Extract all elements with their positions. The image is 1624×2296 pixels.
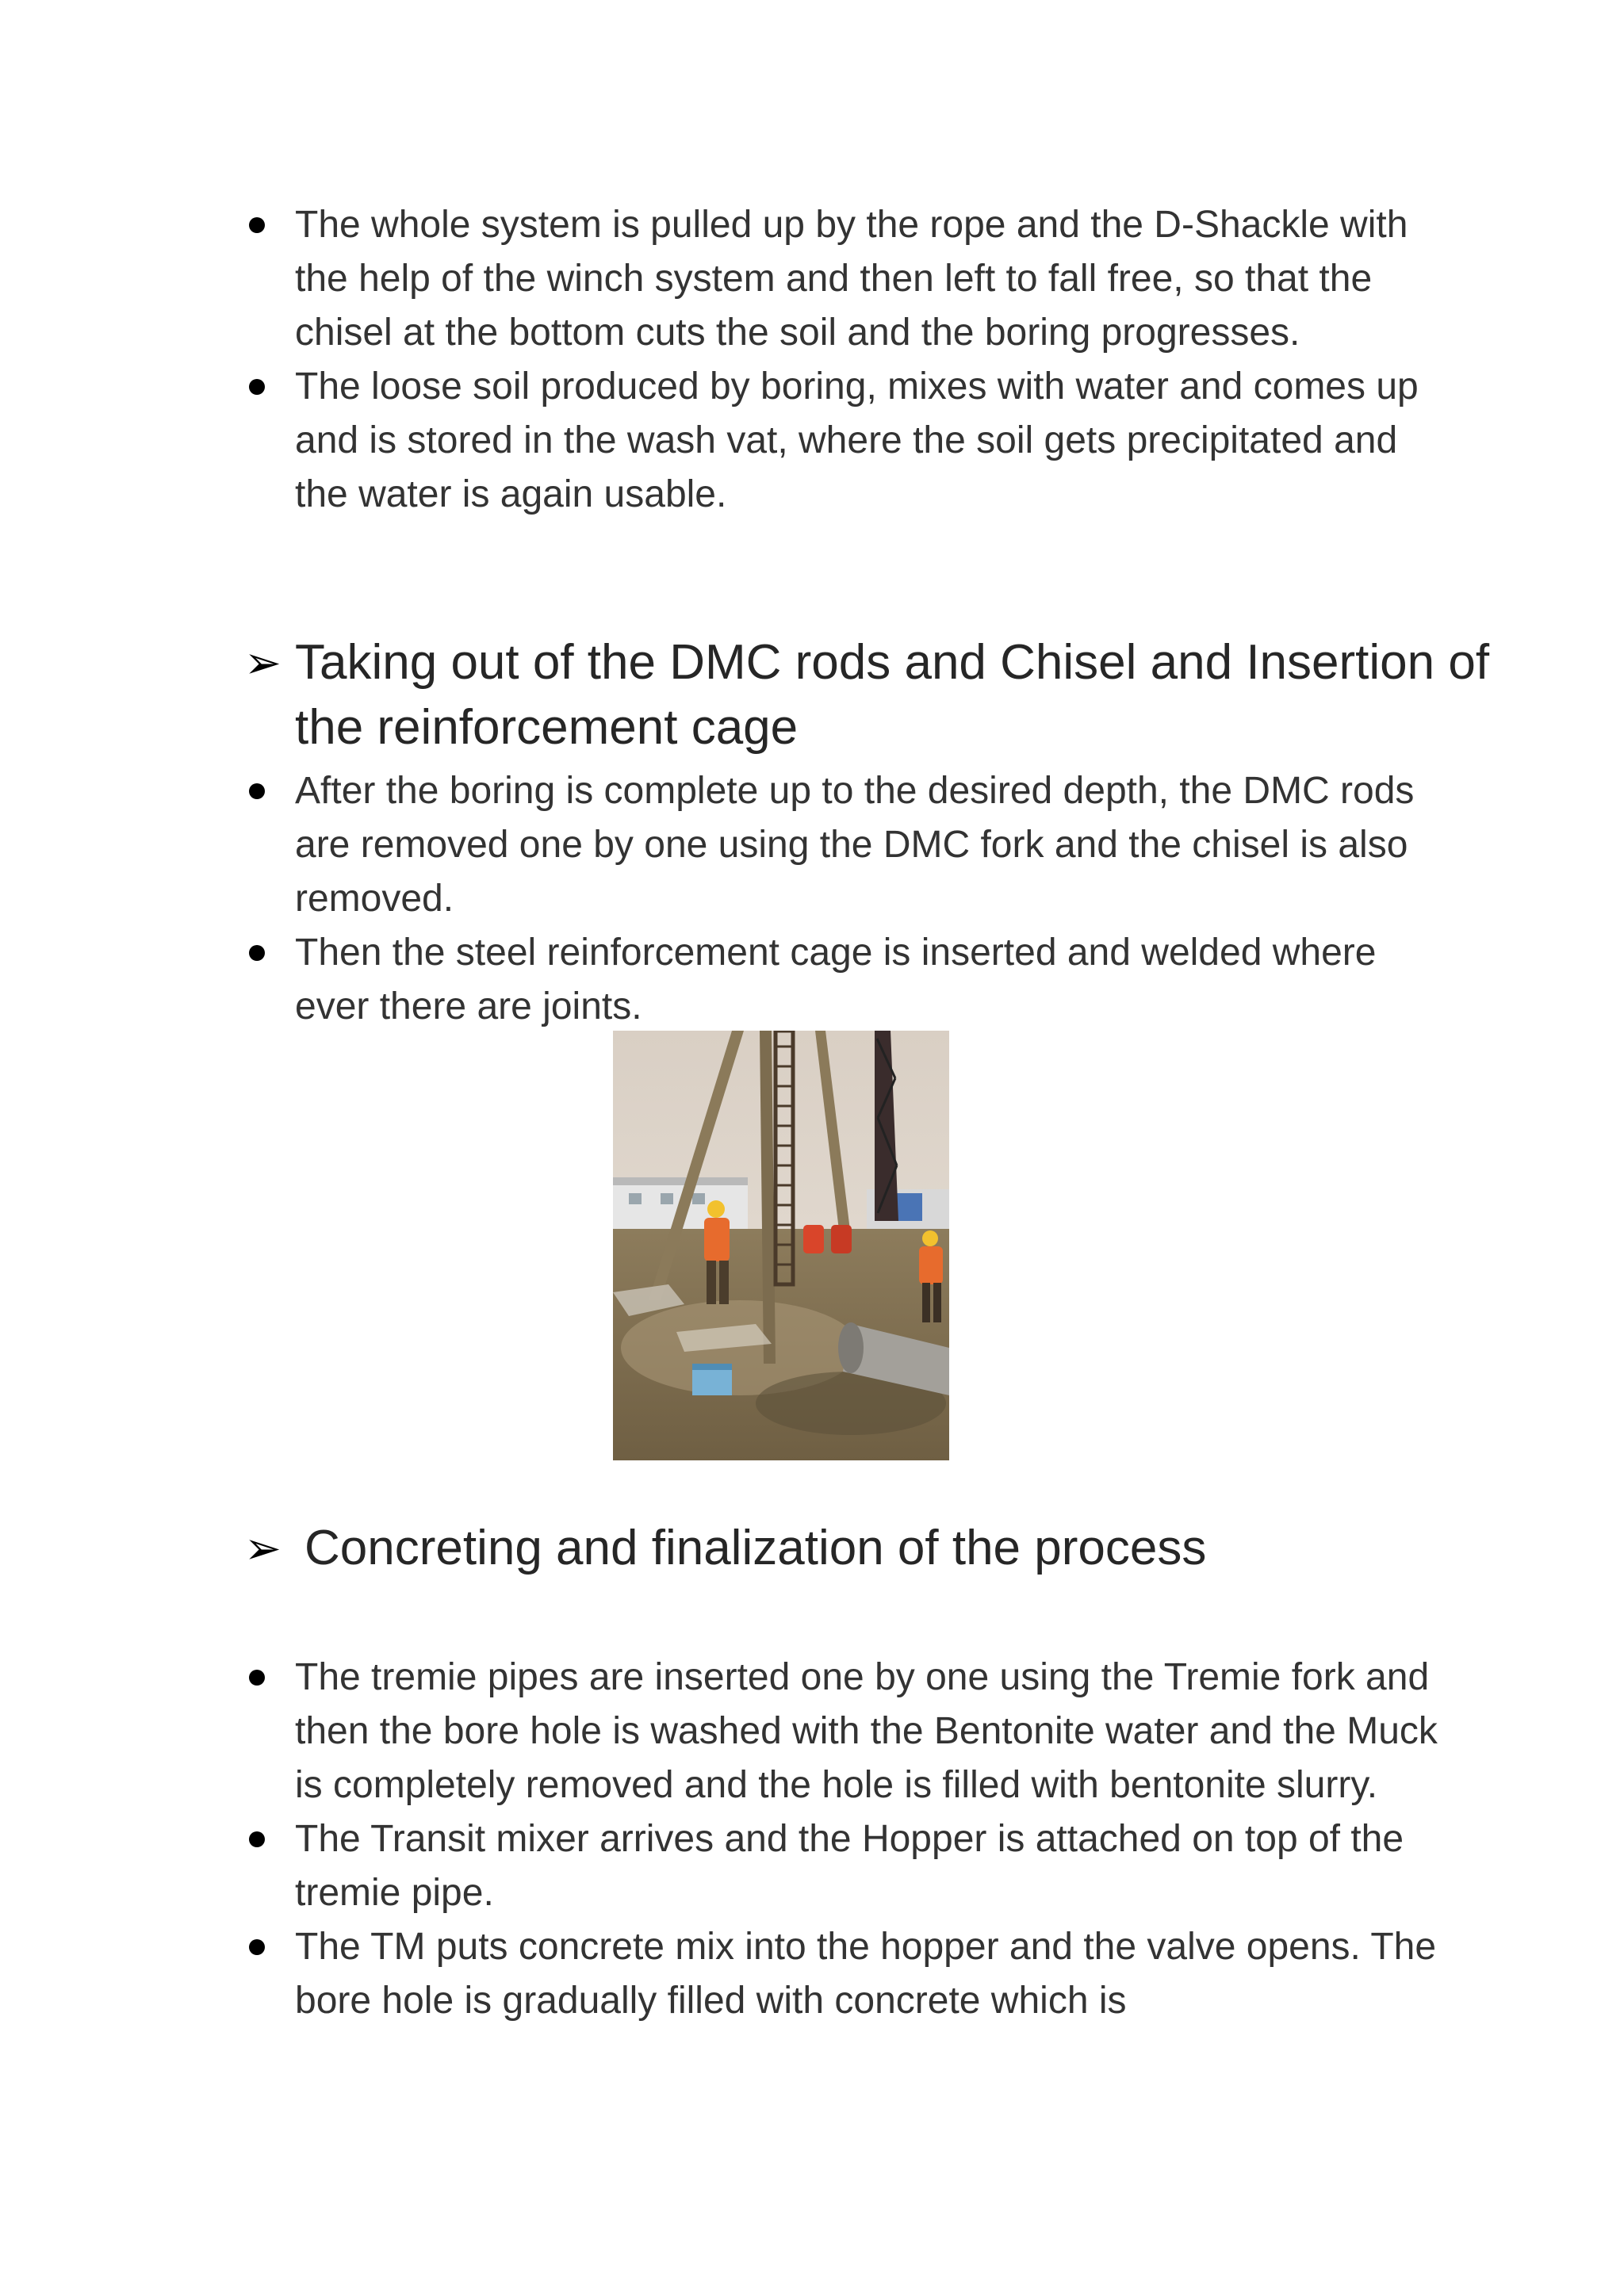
bullet-icon	[249, 1670, 265, 1686]
bullet-text: The whole system is pulled up by the rope and the D-Shackle with the help of the winch system and then left to fall free, so that the chisel at the bottom cuts the soil and the boring progresses.	[295, 204, 1408, 354]
list-item	[238, 1651, 1443, 1812]
arrowhead-right-icon: ➢	[244, 1523, 282, 1573]
bullet-list	[238, 1651, 1443, 2028]
list-item	[238, 1920, 1443, 2028]
bullet-text: After the boring is complete up to the desired depth, the DMC rods are removed one by one using the DMC fork and the chisel is also removed.	[295, 770, 1415, 920]
bullet-text: The TM puts concrete mix into the hopper and the valve opens. The bore hole is gradually filled with concrete which is	[295, 1926, 1437, 2022]
bullet-text: Then the steel reinforcement cage is inserted and welded where ever there are joints.	[295, 932, 1377, 1027]
bullet-list	[238, 764, 1443, 1034]
section2-bullets	[238, 764, 1443, 1034]
bullet-icon	[249, 379, 265, 395]
heading-text: Concreting and finalization of the process	[304, 1521, 1207, 1575]
construction-site-photo	[613, 1031, 949, 1460]
list-item	[238, 198, 1443, 360]
list-item	[238, 360, 1443, 522]
bullet-icon	[249, 945, 265, 961]
arrowhead-right-icon: ➢	[244, 637, 282, 687]
section3-bullets	[238, 1651, 1443, 2028]
bullet-icon	[249, 217, 265, 233]
bullet-icon	[249, 783, 265, 799]
section2-heading	[238, 630, 1500, 760]
section3-heading	[238, 1516, 1500, 1581]
bullet-list	[238, 198, 1443, 522]
bullet-text: The loose soil produced by boring, mixes with water and comes up and is stored in the wash vat, where the soil gets precipitated and the water is again usable.	[295, 365, 1419, 515]
list-item	[238, 926, 1443, 1034]
bullet-text: The tremie pipes are inserted one by one using the Tremie fork and then the bore hole is washed with the Bentonite water and the Muck is completely removed and the hole is filled with bentonite slurry.	[295, 1656, 1438, 1806]
bullet-icon	[249, 1831, 265, 1847]
bullet-text: The Transit mixer arrives and the Hopper is attached on top of the tremie pipe.	[295, 1818, 1404, 1914]
heading-text: Taking out of the DMC rods and Chisel and Insertion of the reinforcement cage	[295, 635, 1490, 755]
bullet-icon	[249, 1939, 265, 1955]
list-item	[238, 1812, 1443, 1920]
section1-bullets	[238, 198, 1443, 522]
list-item	[238, 764, 1443, 926]
